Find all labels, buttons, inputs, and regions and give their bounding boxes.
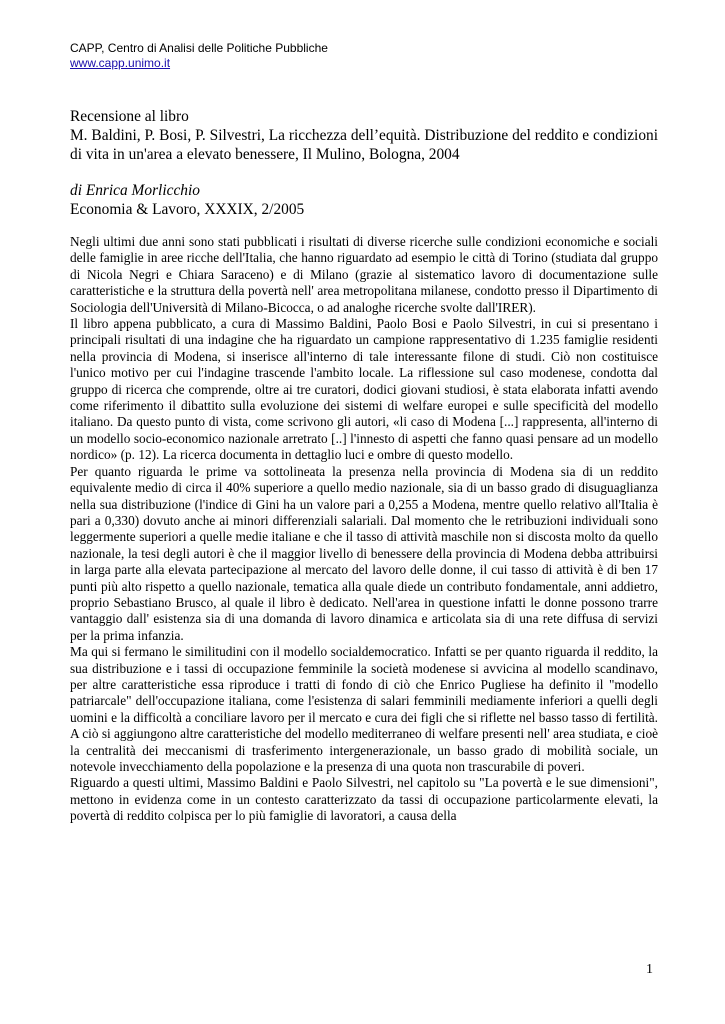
page-number: 1 (646, 962, 653, 977)
page-header (70, 41, 328, 71)
journal-reference: Economia & Lavoro, XXXIX, 2/2005 (70, 201, 305, 218)
review-author: di Enrica Morlicchio (70, 182, 200, 199)
header-org: CAPP, Centro di Analisi delle Politiche Pubbliche (70, 41, 328, 55)
paragraph-2: Il libro appena pubblicato, a cura di Massimo Baldini, Paolo Bosi e Paolo Silvestri, in cui si presentano i principali risultati di una indagine che ha riguardato un campione rappresentativo di 1.235 famiglie residenti nella provincia di Modena, si inserisce all'interno di tale interessante filone di studi. Ciò non costituisce l'unico motivo per cui l'indagine trascende l'ambito locale. La riflessione sul caso modenese, condotta dal gruppo di ricerca che comprende, oltre ai tre curatori, dodici giovani studiosi, è stata elaborata infatti avendo come riferimento il dibattito sulla evoluzione dei sistemi di welfare europei e sulle specificità del modello italiano. Da questo punto di vista, come scrivono gli autori, «li caso di Modena [...] rappresenta, all'interno di un modello socio-economico nazionale arretrato [..] l'innesto di aspetti che fanno quasi pensare ad un modello nordico» (p. 12). La ricerca documenta in dettaglio luci e ombre di questo modello. (70, 316, 658, 463)
body-text (70, 234, 658, 825)
paragraph-4: Ma qui si fermano le similitudini con il modello socialdemocratico. Infatti se per quanto riguarda il reddito, la sua distribuzione e i tassi di occupazione femminile la società modenese si avvicina al modello scandinavo, per altre caratteristiche essa riproduce i tratti di fondo di ciò che Enrico Pugliese ha definito il "modello patriarcale" dell'occupazione italiana, come l'esistenza di salari femminili mediamente inferiori a quelli degli uomini e la difficoltà a conciliare lavoro per il mercato e cura dei figli che si riflette nel basso tasso di fertilità. A ciò si aggiungono altre caratteristiche del modello mediterraneo di welfare presenti nell' area studiata, e cioè la centralità dei meccanismi di trasferimento intergenerazionale, un basso grado di mobilità sociale, un notevole invecchiamento della popolazione e la presenza di una quota non trascurabile di poveri. (70, 644, 658, 774)
book-reference: M. Baldini, P. Bosi, P. Silvestri, La ricchezza dell’equità. Distribuzione del reddito e condizioni di vita in un'area a elevato benessere, Il Mulino, Bologna, 2004 (70, 127, 658, 163)
paragraph-1: Negli ultimi due anni sono stati pubblicati i risultati di diverse ricerche sulle condizioni economiche e sociali delle famiglie in aree ricche dell'Italia, che hanno riguardato ad esempio le città di Torino (studiata dal gruppo di Nicola Negri e Chiara Saraceno) e di Milano (grazie al sistematico lavoro di documentazione sulle caratteristiche e la struttura della povertà nell' area metropolitana milanese, condotto presso il Dipartimento di Sociologia dell'Università di Milano-Bicocca, o ad analoghe ricerche svolte dall'IRER). (70, 234, 658, 315)
review-intro: Recensione al libro (70, 108, 189, 125)
paragraph-3: Per quanto riguarda le prime va sottolineata la presenza nella provincia di Modena sia di un reddito equivalente medio di circa il 40% superiore a quello medio nazionale, sia di un basso grado di disuguaglianza nella sua distribuzione (l'indice di Gini ha un valore pari a 0,255 a Modena, mentre quello relativo all'Italia è pari a 0,330) dovuto anche ai minori differenziali salariali. Dal momento che le retribuzioni individuali sono leggermente superiori a quelle medie italiane e che il tasso di attività maschile non si discosta molto da quello nazionale, la tesi degli autori è che il maggior livello di benessere della provincia di Modena debba attribuirsi in larga parte alla elevata partecipazione al mercato del lavoro delle donne, il cui tasso di attività è di ben 17 punti più alto rispetto a quello nazionale, tematica alla quale diede un contributo fondamentale, anni addietro, proprio Sebastiano Brusco, al quale il libro è dedicato. Nell'area in questione infatti le donne possono trarre vantaggio dall' esistenza sia di una domanda di lavoro dinamica e articolata sia di una rete diffusa di servizi per la prima infanzia. (70, 463, 658, 643)
author-block (70, 181, 658, 219)
paragraph-5: Riguardo a questi ultimi, Massimo Baldini e Paolo Silvestri, nel capitolo su "La povertà e le sue dimensioni", mettono in evidenza come in un contesto caratterizzato da tassi di occupazione particolarmente elevati, la povertà di reddito colpisca per lo più famiglie di lavoratori, a causa della (70, 775, 658, 824)
header-url-link[interactable]: www.capp.unimo.it (70, 56, 171, 70)
review-title-block (70, 107, 658, 164)
